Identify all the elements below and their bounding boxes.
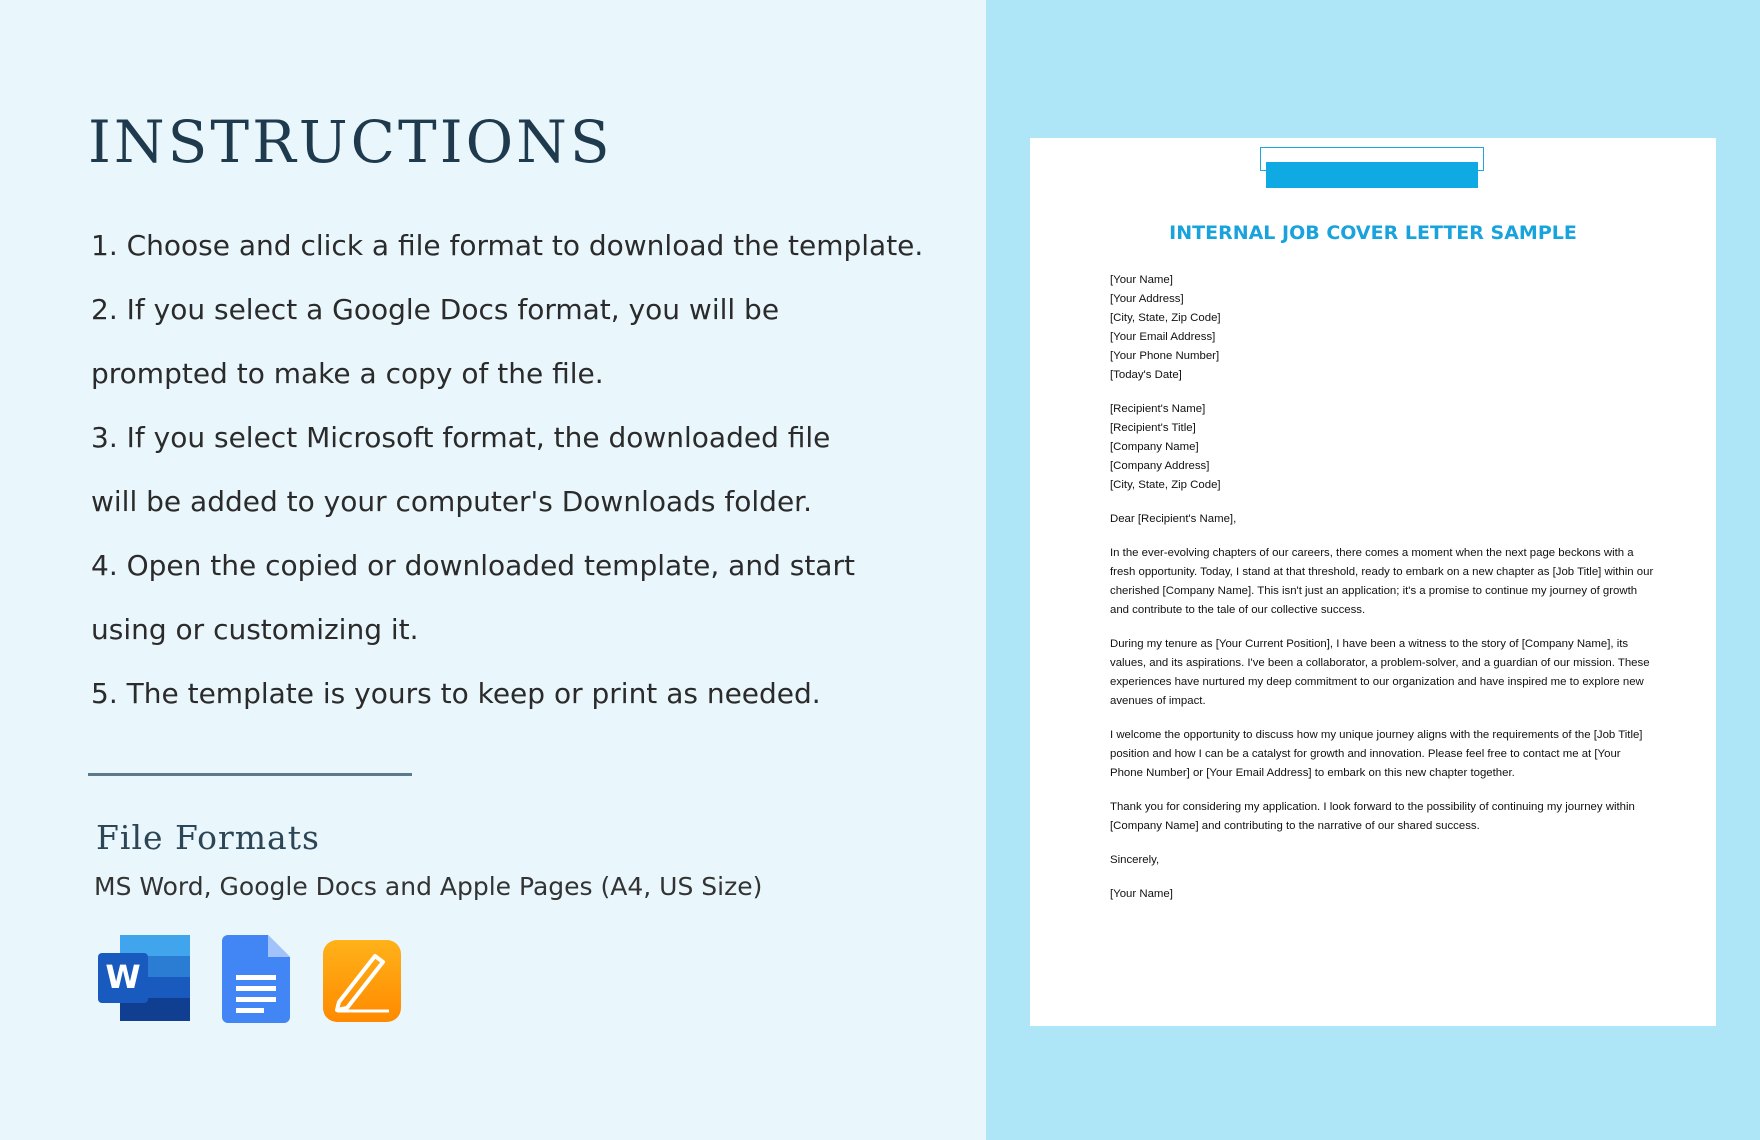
- file-formats-description: MS Word, Google Docs and Apple Pages (A4, US Size): [94, 872, 763, 901]
- instruction-line: will be added to your computer's Downloads folder.: [91, 485, 813, 518]
- svg-text:W: W: [105, 958, 141, 996]
- instruction-line: 2. If you select a Google Docs format, you will be: [91, 293, 780, 326]
- instructions-list: [91, 214, 971, 726]
- recipient-line: [Company Name]: [1110, 441, 1199, 453]
- recipient-line: [Recipient's Title]: [1110, 422, 1196, 434]
- google-docs-icon[interactable]: [222, 935, 290, 1023]
- instruction-line: 4. Open the copied or downloaded template, and start: [91, 549, 855, 582]
- instruction-line: 5. The template is yours to keep or print as needed.: [91, 677, 821, 710]
- closing: Sincerely,: [1110, 854, 1160, 866]
- letter-body: [1110, 271, 1655, 904]
- instruction-line: using or customizing it.: [91, 613, 419, 646]
- instruction-line: 1. Choose and click a file format to download the template.: [91, 229, 924, 262]
- recipient-line: [Recipient's Name]: [1110, 403, 1206, 415]
- sender-line: [Your Name]: [1110, 274, 1173, 286]
- document-preview: [1030, 138, 1716, 1026]
- instructions-title: INSTRUCTIONS: [88, 108, 613, 176]
- apple-pages-icon[interactable]: [323, 940, 401, 1022]
- letter-paragraph: Thank you for considering my application. I look forward to the possibility of continuing my journey within [Company Name] and contributing to the narrative of our shared success.: [1110, 801, 1635, 832]
- recipient-line: [City, State, Zip Code]: [1110, 479, 1221, 491]
- letter-paragraph: During my tenure as [Your Current Position], I have been a witness to the story of [Company Name], its values, and its aspirations. I've been a collaborator, a problem-solver, and a guardian of our mission. These experiences have nurtured my deep commitment to our organization and have inspired me to explore new avenues of impact.: [1110, 638, 1650, 707]
- document-header-bar: [1266, 162, 1478, 188]
- sender-line: [Your Phone Number]: [1110, 350, 1220, 362]
- sender-line: [City, State, Zip Code]: [1110, 312, 1221, 324]
- signature: [Your Name]: [1110, 888, 1173, 900]
- section-divider: [88, 773, 412, 776]
- ms-word-icon[interactable]: [98, 935, 190, 1021]
- sender-line: [Today's Date]: [1110, 369, 1182, 381]
- salutation: Dear [Recipient's Name],: [1110, 513, 1237, 525]
- sender-line: [Your Address]: [1110, 293, 1184, 305]
- sender-line: [Your Email Address]: [1110, 331, 1216, 343]
- instruction-line: 3. If you select Microsoft format, the downloaded file: [91, 421, 831, 454]
- letter-paragraph: In the ever-evolving chapters of our careers, there comes a moment when the next page beckons with a fresh opportunity. Today, I stand at that threshold, ready to embark on a new chapter as [Job Title] within our cherished [Company Name]. This isn't just an application; it's a promise to continue my journey of growth and contribute to the tale of our collective success.: [1110, 547, 1654, 616]
- document-title: INTERNAL JOB COVER LETTER SAMPLE: [1169, 222, 1577, 244]
- file-formats-heading: File Formats: [96, 818, 320, 857]
- instruction-line: prompted to make a copy of the file.: [91, 357, 604, 390]
- letter-paragraph: I welcome the opportunity to discuss how my unique journey aligns with the requirements of the [Job Title] position and how I can be a catalyst for growth and innovation. Please feel free to contact me at [Your Phone Number] or [Your Email Address] to embark on this new chapter together.: [1110, 729, 1643, 779]
- recipient-line: [Company Address]: [1110, 460, 1210, 472]
